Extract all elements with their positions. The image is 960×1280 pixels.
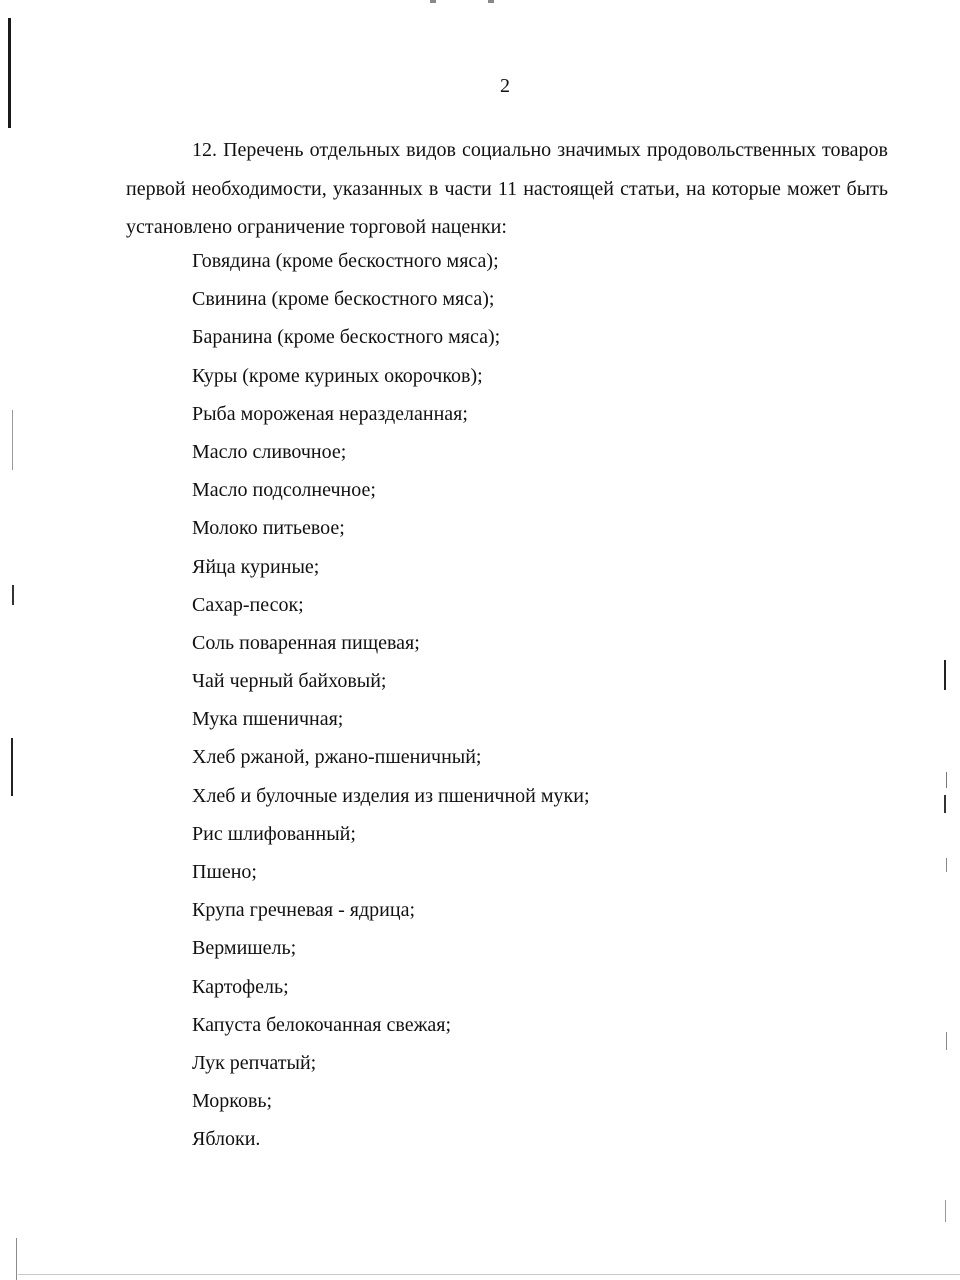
list-item: Картофель; — [192, 975, 289, 998]
scan-edge-left-dash — [12, 585, 14, 605]
goods-list — [192, 242, 590, 1159]
list-item: Морковь; — [192, 1090, 273, 1113]
list-item: Свинина (кроме бескостного мяса); — [192, 288, 495, 311]
list-item: Лук репчатый; — [192, 1051, 317, 1074]
scan-edge-right — [944, 795, 946, 813]
list-item: Яйца куриные; — [192, 555, 320, 578]
list-item: Говядина (кроме бескостного мяса); — [192, 250, 499, 272]
list-item: Хлеб ржаной, ржано-пшеничный; — [192, 746, 482, 769]
list-item: Молоко питьевое; — [192, 517, 345, 540]
list-item: Капуста белокочанная свежая; — [192, 1013, 452, 1036]
list-item: Чай черный байховый; — [192, 670, 387, 693]
page-number: 2 — [500, 75, 510, 97]
list-item: Рыба мороженая неразделанная; — [192, 402, 468, 425]
scan-artifact-top — [430, 0, 500, 4]
scan-edge-left-mid — [11, 738, 13, 796]
list-item: Масло подсолнечное; — [192, 479, 376, 502]
list-item: Пшено; — [192, 861, 257, 883]
list-item: Вермишель; — [192, 937, 297, 960]
list-item: Мука пшеничная; — [192, 708, 344, 731]
list-item: Яблоки. — [192, 1128, 261, 1151]
scan-edge-right — [946, 772, 947, 788]
list-item: Крупа гречневая - ядрица; — [192, 899, 416, 922]
scan-edge-right — [945, 1200, 946, 1222]
list-item: Сахар-песок; — [192, 593, 304, 616]
list-item: Масло сливочное; — [192, 440, 347, 463]
scan-edge-right — [946, 858, 947, 872]
scan-edge-left-bottom — [16, 1238, 17, 1280]
list-item: Рис шлифованный; — [192, 822, 356, 845]
scan-edge-right — [946, 1032, 947, 1050]
scan-edge-right — [944, 660, 946, 690]
scan-edge-bottom — [18, 1274, 960, 1275]
list-item: Хлеб и булочные изделия из пшеничной муки; — [192, 784, 590, 807]
list-item: Баранина (кроме бескостного мяса); — [192, 326, 501, 349]
scan-edge-left-thin — [12, 410, 13, 470]
list-item: Куры (кроме куриных окорочков); — [192, 364, 483, 387]
list-item: Соль поваренная пищевая; — [192, 631, 420, 654]
intro-paragraph: 12. Перечень отдельных видов социально значимых продовольственных товаров первой необходимости, указанных в части 11 настоящей статьи, на которые может быть установлено ограничение торговой наценки: — [126, 139, 888, 238]
